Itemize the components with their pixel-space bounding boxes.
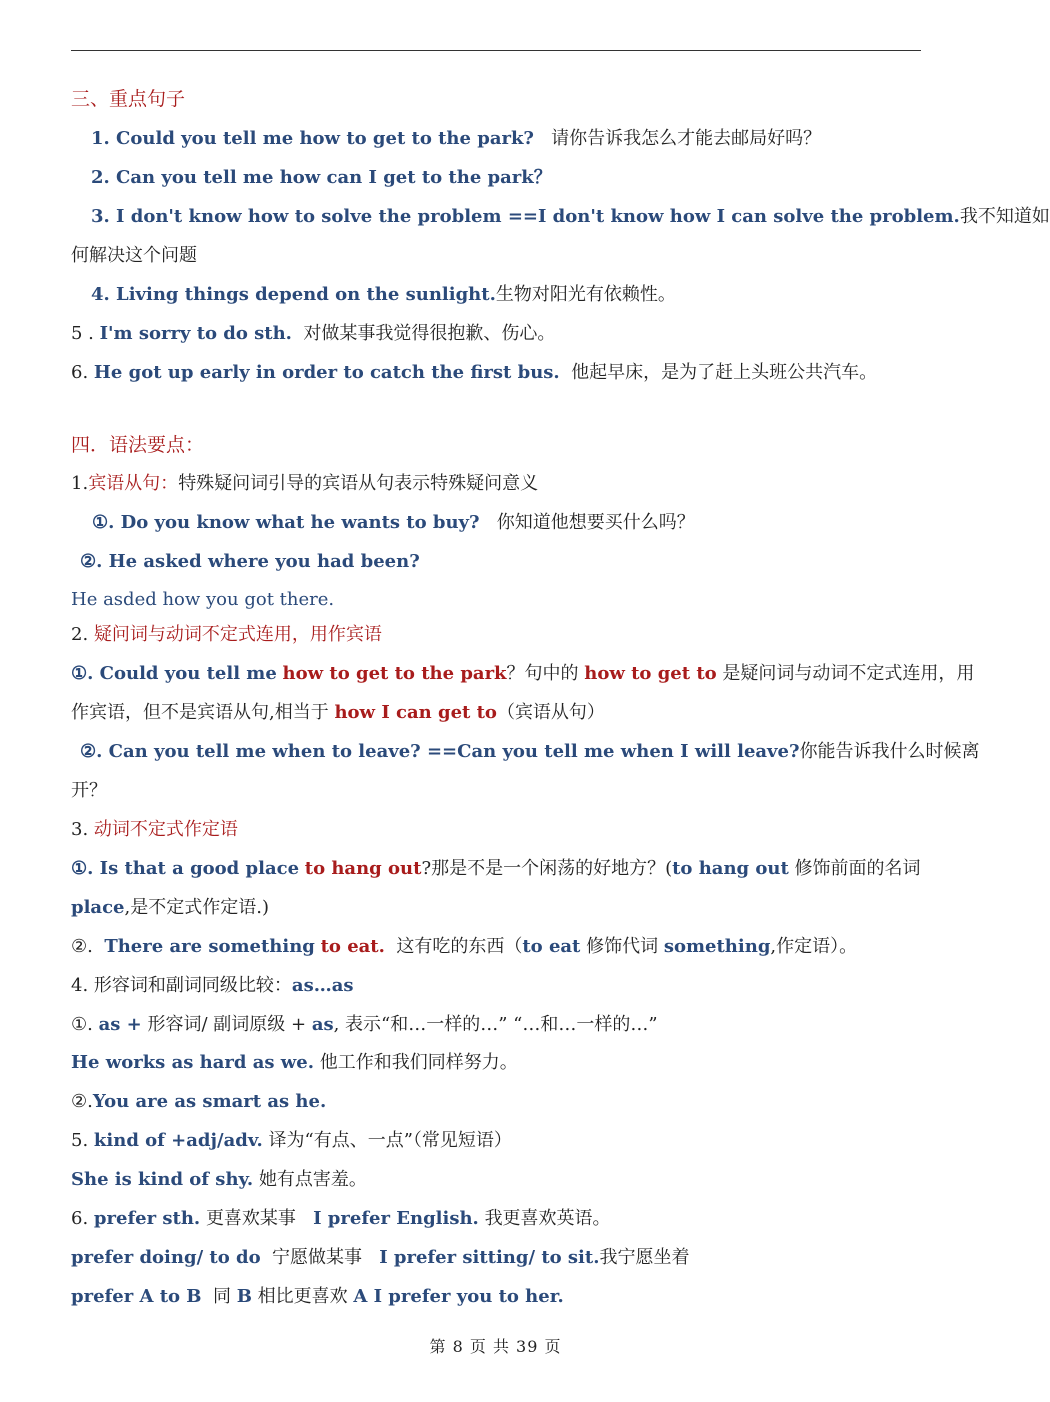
grammar-1-example-1-cn: 你知道他想要买什么吗？ bbox=[496, 512, 695, 533]
sentence-6-cn: 他起早床，是为了赶上头班公共汽车。 bbox=[571, 362, 878, 383]
grammar-4-example-1-e: , 表示“和…一样的…” “…和…一样的…” bbox=[333, 1014, 658, 1035]
sentence-6 bbox=[71, 361, 877, 385]
grammar-2-example-2-cn: 你能告诉我什么时候离 bbox=[799, 741, 980, 762]
grammar-3-example-1-cont bbox=[71, 896, 269, 920]
grammar-3 bbox=[71, 818, 238, 842]
grammar-6-line-2-desc: 宁愿做某事 bbox=[272, 1247, 363, 1268]
grammar-3-example-2-h: ,作定语）。 bbox=[770, 936, 858, 957]
sentence-1 bbox=[91, 127, 821, 151]
grammar-1-example-3 bbox=[71, 588, 334, 612]
sentence-5-num: 5 . bbox=[71, 323, 100, 344]
grammar-6-desc: 更喜欢某事 bbox=[205, 1208, 296, 1229]
grammar-3-example-1-a: ①. Is that a good place bbox=[71, 858, 300, 879]
grammar-4-example-1-d: as bbox=[311, 1014, 334, 1035]
grammar-6-example-en: I prefer English. bbox=[313, 1208, 479, 1229]
grammar-6-line-3-b: 同 bbox=[212, 1286, 231, 1307]
grammar-2-example-1-c: ？句中的 bbox=[506, 663, 579, 684]
sentence-3-cn: 我不知道如 bbox=[959, 206, 1050, 227]
grammar-1-title: 宾语从句： bbox=[88, 473, 179, 494]
sentence-3 bbox=[91, 205, 1050, 229]
grammar-2-example-1-e: 是疑问词与动词不定式连用，用 bbox=[722, 663, 975, 684]
top-rule bbox=[71, 50, 921, 51]
grammar-4 bbox=[71, 974, 354, 998]
grammar-3-title: 动词不定式作定语 bbox=[93, 819, 238, 840]
grammar-2 bbox=[71, 623, 382, 647]
grammar-6-line-2-pattern: prefer doing/ to do bbox=[71, 1247, 261, 1268]
grammar-1 bbox=[71, 472, 538, 496]
grammar-6-line-2-example: I prefer sitting/ to sit. bbox=[379, 1247, 600, 1268]
grammar-3-example-2-c: to eat. bbox=[320, 936, 385, 957]
grammar-5-example-1-en: She is kind of shy. bbox=[71, 1169, 254, 1190]
grammar-5 bbox=[71, 1129, 512, 1153]
sentence-5-en: I'm sorry to do sth. bbox=[99, 323, 292, 344]
grammar-2-example-1-h: （宾语从句） bbox=[496, 702, 605, 723]
grammar-6-line-3-e: A I prefer you to her. bbox=[353, 1286, 564, 1307]
grammar-4-example-3-num: ②. bbox=[71, 1091, 93, 1112]
grammar-6 bbox=[71, 1207, 611, 1231]
grammar-4-example-2-en: He works as hard as we. bbox=[71, 1052, 315, 1073]
grammar-5-example-1 bbox=[71, 1168, 367, 1192]
grammar-2-example-1-b: how to get to the park bbox=[282, 663, 507, 684]
section3-heading: 三、重点句子 bbox=[71, 88, 186, 110]
grammar-4-example-2-cn: 他工作和我们同样努力。 bbox=[319, 1052, 518, 1073]
grammar-3-example-2-f: 修饰代词 bbox=[586, 936, 659, 957]
grammar-2-example-1-a: ①. Could you tell me bbox=[71, 663, 277, 684]
grammar-6-line-3-c: B bbox=[236, 1286, 252, 1307]
sentence-1-cn: 请你告诉我怎么才能去邮局好吗？ bbox=[551, 128, 822, 149]
grammar-3-example-2-d: 这有吃的东西（ bbox=[396, 936, 523, 957]
grammar-6-num: 6. bbox=[71, 1208, 89, 1229]
grammar-1-desc: 特殊疑问词引导的宾语从句表示特殊疑问意义 bbox=[178, 473, 539, 494]
grammar-3-example-2 bbox=[71, 935, 857, 959]
grammar-6-line-2-cn: 我宁愿坐着 bbox=[599, 1247, 690, 1268]
grammar-3-example-1-f: place bbox=[71, 897, 125, 918]
grammar-4-example-2 bbox=[71, 1051, 518, 1075]
sentence-3-cont: 何解决这个问题 bbox=[71, 245, 197, 266]
grammar-2-example-2-cont: 开？ bbox=[71, 780, 107, 801]
grammar-2-example-2-en: ②. Can you tell me when to leave? ==Can you tell me when I will leave? bbox=[80, 741, 800, 762]
grammar-5-pattern: kind of +adj/adv. bbox=[93, 1130, 263, 1151]
grammar-3-example-1-g: ,是不定式作定语.) bbox=[124, 897, 269, 918]
grammar-6-line-2 bbox=[71, 1246, 689, 1270]
grammar-3-example-2-e: to eat bbox=[522, 936, 581, 957]
grammar-1-example-2 bbox=[80, 550, 420, 574]
sentence-1-en: 1. Could you tell me how to get to the park? bbox=[91, 128, 534, 149]
grammar-4-title: 4. 形容词和副词同级比较： bbox=[71, 975, 292, 996]
sentence-5-cn: 对做某事我觉得很抱歉、伤心。 bbox=[303, 323, 556, 344]
grammar-4-example-1-a: ①. bbox=[71, 1014, 93, 1035]
grammar-2-example-1-cont bbox=[71, 701, 605, 725]
grammar-3-num: 3. bbox=[71, 819, 89, 840]
grammar-5-num: 5. bbox=[71, 1130, 89, 1151]
grammar-4-example-1 bbox=[71, 1013, 658, 1037]
sentence-5 bbox=[71, 322, 555, 346]
grammar-3-example-1 bbox=[71, 857, 921, 881]
grammar-1-example-3-en: He asded how you got there. bbox=[71, 589, 335, 610]
sentence-2 bbox=[91, 166, 552, 190]
sentence-3-en: 3. I don't know how to solve the problem ==I don't know how I can solve the problem. bbox=[91, 206, 960, 227]
grammar-3-example-1-c: ?那是不是一个闲荡的好地方？( bbox=[421, 858, 673, 879]
grammar-6-line-3 bbox=[71, 1285, 564, 1309]
sentence-6-num: 6. bbox=[71, 362, 94, 383]
grammar-5-desc: 译为“有点、一点”（常见短语） bbox=[268, 1130, 512, 1151]
grammar-2-example-1 bbox=[71, 662, 974, 686]
grammar-2-example-1-g: how I can get to bbox=[334, 702, 497, 723]
grammar-1-example-1-en: ①. Do you know what he wants to buy? bbox=[92, 512, 480, 533]
grammar-6-line-3-pattern: prefer A to B bbox=[71, 1286, 202, 1307]
grammar-6-line-3-d: 相比更喜欢 bbox=[257, 1286, 348, 1307]
sentence-4-en: 4. Living things depend on the sunlight. bbox=[91, 284, 496, 305]
grammar-2-example-1-f: 作宾语，但不是宾语从句,相当于 bbox=[71, 702, 329, 723]
sentence-4 bbox=[91, 283, 676, 307]
grammar-3-example-1-d: to hang out bbox=[672, 858, 789, 879]
grammar-3-example-1-b: to hang out bbox=[304, 858, 422, 879]
page-number: 第 8 页 共 39 页 bbox=[429, 1337, 562, 1356]
grammar-2-title: 疑问词与动词不定式连用，用作宾语 bbox=[93, 624, 382, 645]
grammar-2-example-2 bbox=[80, 740, 980, 764]
grammar-4-example-1-c: 形容词/ 副词原级 + bbox=[147, 1014, 307, 1035]
grammar-1-example-2-en: ②. He asked where you had been? bbox=[80, 551, 420, 572]
sentence-2-en: 2. Can you tell me how can I get to the park？ bbox=[91, 167, 552, 188]
grammar-2-num: 2. bbox=[71, 624, 89, 645]
grammar-6-pattern: prefer sth. bbox=[93, 1208, 201, 1229]
grammar-6-example-cn: 我更喜欢英语。 bbox=[484, 1208, 611, 1229]
grammar-4-example-3-en: You are as smart as he. bbox=[92, 1091, 327, 1112]
grammar-4-example-1-b: as + bbox=[98, 1014, 142, 1035]
sentence-6-en: He got up early in order to catch the first bus. bbox=[93, 362, 560, 383]
grammar-5-example-1-cn: 她有点害羞。 bbox=[258, 1169, 367, 1190]
grammar-1-num: 1. bbox=[71, 473, 89, 494]
section4-heading: 四．语法要点： bbox=[71, 434, 205, 456]
grammar-3-example-2-g: something bbox=[663, 936, 771, 957]
grammar-2-example-1-d: how to get to bbox=[584, 663, 717, 684]
grammar-3-example-1-e: 修饰前面的名词 bbox=[794, 858, 921, 879]
grammar-3-example-2-b: There are something bbox=[104, 936, 315, 957]
grammar-4-pattern: as…as bbox=[291, 975, 354, 996]
grammar-1-example-1 bbox=[92, 511, 695, 535]
sentence-4-cn: 生物对阳光有依赖性。 bbox=[495, 284, 676, 305]
grammar-4-example-3 bbox=[71, 1090, 326, 1114]
grammar-3-example-2-a: ②. bbox=[71, 936, 93, 957]
